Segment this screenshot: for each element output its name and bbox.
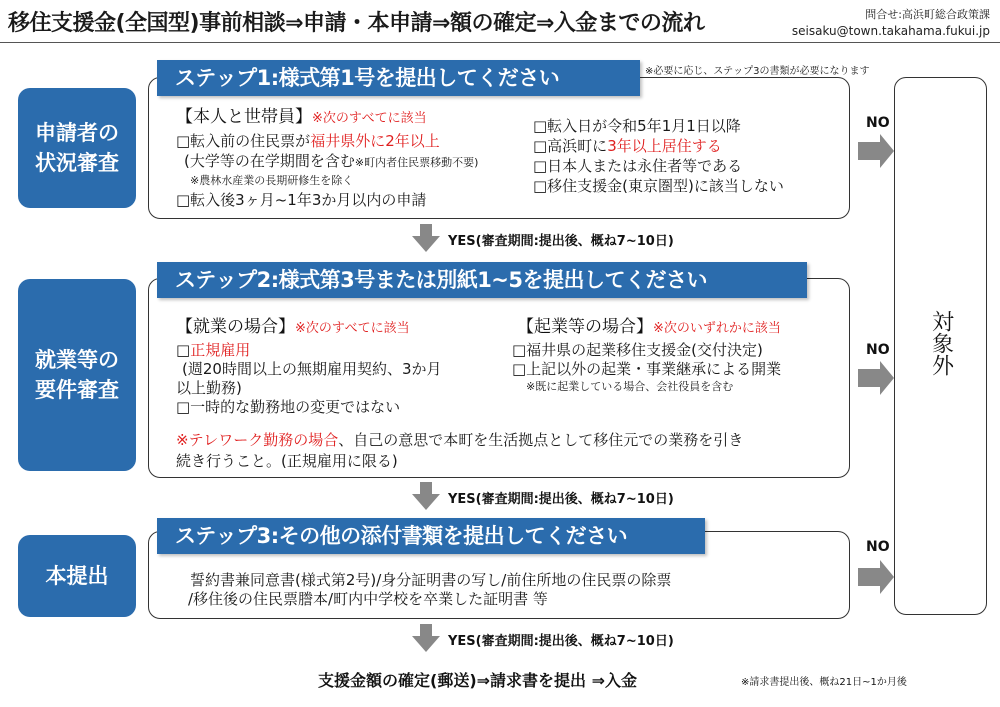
step2-l2: (週20時間以上の無期雇用契約、3か月 (182, 360, 442, 378)
step1-r2-red: 3年以上居住する (607, 137, 722, 155)
step1-item2: □転入後3ヶ月~1年3か月以内の申請 (176, 191, 427, 209)
yes-arrow-2 (412, 482, 440, 510)
page-title: 移住支援金(全国型)事前相談⇒申請・本申請⇒額の確定⇒入金までの流れ (8, 11, 705, 36)
section-employment-review-line1: 就業等の (35, 348, 119, 372)
step2-telework-text: 、自己の意思で本町を生活拠点として移住元での業務を引き (338, 431, 744, 449)
step2-right-heading-text: 【起業等の場合】 (517, 317, 653, 337)
step1-r1: □転入日が令和5年1月1日以降 (533, 117, 741, 135)
no-arrow-2 (858, 361, 894, 395)
section-employment-review-line2: 要件審査 (35, 378, 119, 402)
yes-arrow-3 (412, 624, 440, 652)
step1-note: ※必要に応じ、ステップ3の書類が必要になります (645, 66, 870, 77)
step1-r4: □移住支援金(東京圏型)に該当しない (533, 177, 784, 195)
step2-l4: □一時的な勤務地の変更ではない (176, 398, 401, 416)
step2-title: ステップ2:様式第3号または別紙1~5を提出してください (157, 262, 807, 298)
no-arrow-1 (858, 134, 894, 168)
step3-line2: /移住後の住民票謄本/町内中学校を卒業した証明書 等 (188, 590, 548, 608)
no-label-1: NO (866, 115, 890, 131)
step2-left-heading-text: 【就業の場合】 (176, 317, 295, 337)
step2-telework-line2: 続き行うこと。(正規雇用に限る) (176, 452, 398, 470)
step3-line1: 誓約書兼同意書(様式第2号)/身分証明書の写し/前住所地の住民票の除票 (190, 571, 672, 589)
no-label-3: NO (866, 539, 890, 555)
step1-item1-red: 福井県外に2年以上 (310, 132, 440, 150)
yes-label-3: YES(審査期間:提出後、概ね7~10日) (448, 634, 674, 649)
yes-label-1: YES(審査期間:提出後、概ね7~10日) (448, 234, 674, 249)
no-arrow-3 (858, 560, 894, 594)
section-applicant-review-line1: 申請者の (35, 121, 119, 145)
not-eligible-text: 対象外 (928, 310, 954, 376)
step2-l1-red: 正規雇用 (190, 341, 251, 359)
step2-r2: □上記以外の起業・事業継承による開業 (512, 360, 782, 378)
yes-arrow-1 (412, 224, 440, 252)
step1-heading-note: ※次のすべてに該当 (312, 111, 427, 126)
step2-r3: ※既に起業している場合、会社役員を含む (526, 380, 734, 393)
step1-r3: □日本人または永住者等である (533, 157, 743, 175)
step3-title: ステップ3:その他の添付書類を提出してください (157, 518, 705, 554)
step1-title: ステップ1:様式第1号を提出してください (157, 60, 640, 96)
step1-item1-text: □転入前の住民票が (176, 132, 311, 150)
step1-item1-sub-text: (大学等の在学期間を含む (184, 152, 355, 170)
step2-left-heading-note: ※次のすべてに該当 (295, 321, 410, 336)
step2-r1: □福井県の起業移住支援金(交付決定) (512, 341, 763, 359)
final-note: ※請求書提出後、概ね21日~1か月後 (741, 677, 907, 688)
contact-email[interactable]: seisaku@town.takahama.fukui.jp (791, 24, 990, 38)
contact-department: 問合せ:高浜町総合政策課 (865, 8, 990, 21)
step1-item1-sub2: ※農林水産業の長期研修生を除く (190, 174, 354, 187)
step2-telework-red: ※テレワーク勤務の場合 (176, 431, 339, 449)
step2-right-heading-note: ※次のいずれかに該当 (653, 321, 781, 336)
step1-r2-text: □高浜町に (533, 137, 608, 155)
step2-l3: 以上勤務) (176, 379, 242, 397)
final-step: 支援金額の確定(郵送)⇒請求書を提出 ⇒入金 (318, 671, 638, 690)
section-final-submission-text: 本提出 (45, 564, 109, 588)
step2-l1-box: □ (176, 341, 191, 359)
yes-label-2: YES(審査期間:提出後、概ね7~10日) (448, 492, 674, 507)
section-applicant-review-line2: 状況審査 (35, 151, 119, 175)
no-label-2: NO (866, 342, 890, 358)
step1-heading-text: 【本人と世帯員】 (176, 107, 312, 127)
step1-item1-sub-note: ※町内者住民票移動不要) (354, 156, 479, 169)
